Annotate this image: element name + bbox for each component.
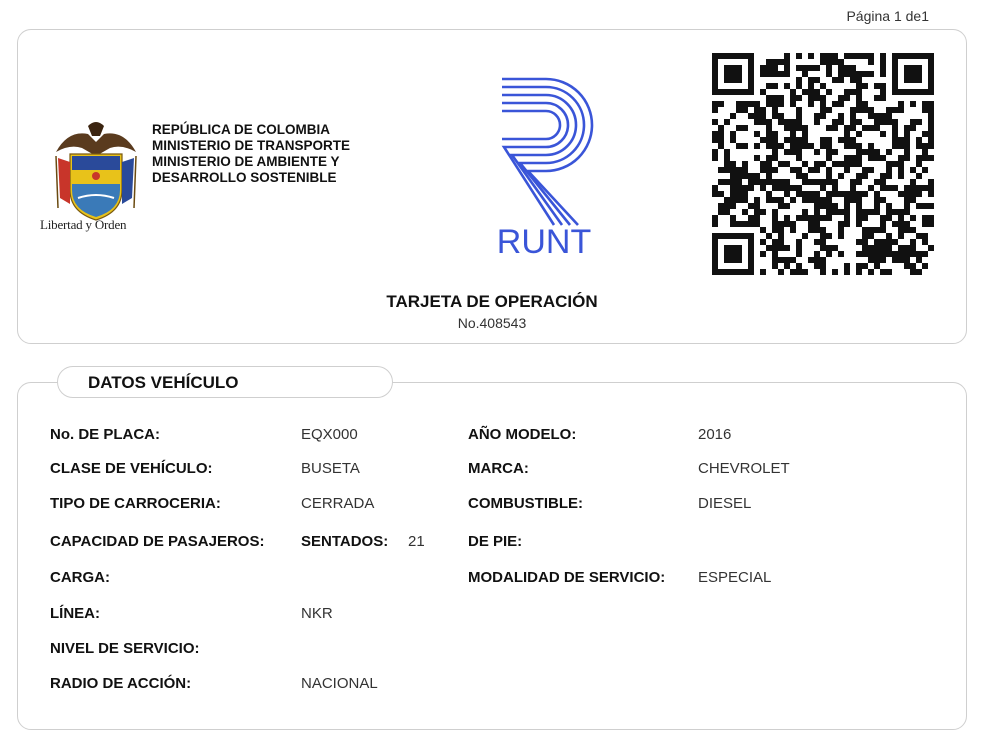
runt-wordmark: RUNT (496, 223, 592, 255)
seated-value: 21 (408, 533, 425, 550)
seated-label: SENTADOS: (301, 533, 389, 550)
card-number: No.408543 (457, 315, 527, 331)
fuel-value: DIESEL (698, 495, 752, 512)
action-radius-value: NACIONAL (301, 675, 378, 692)
cargo-label: CARGA: (50, 569, 110, 586)
model-year-label: AÑO MODELO: (468, 426, 577, 443)
page-indicator: Página 1 de1 (846, 8, 929, 24)
standing-label: DE PIE: (468, 533, 523, 550)
qr-code-icon (712, 52, 934, 276)
class-value: BUSETA (301, 460, 360, 477)
service-mode-value: ESPECIAL (698, 569, 772, 586)
section-title: DATOS VEHÍCULO (88, 373, 239, 392)
body-type-label: TIPO DE CARROCERIA: (50, 495, 221, 512)
brand-label: MARCA: (468, 460, 529, 477)
brand-value: CHEVROLET (698, 460, 790, 477)
vehicle-data-card (17, 382, 967, 730)
action-radius-label: RADIO DE ACCIÓN: (50, 675, 192, 692)
card-title: TARJETA DE OPERACIÓN (386, 292, 598, 311)
plate-label: No. DE PLACA: (50, 426, 160, 443)
ministry-block (152, 122, 350, 186)
capacity-label: CAPACIDAD DE PASAJEROS: (50, 533, 265, 550)
line-label: LÍNEA: (50, 605, 100, 622)
fuel-label: COMBUSTIBLE: (468, 495, 583, 512)
ministry-line: DESARROLLO SOSTENIBLE (152, 170, 337, 185)
section-tab (57, 366, 393, 398)
plate-value: EQX000 (301, 426, 358, 443)
crest-caption: Libertad y Orden (40, 217, 127, 232)
ministry-line: MINISTERIO DE TRANSPORTE (152, 138, 351, 153)
qr-modules (712, 53, 934, 275)
service-mode-label: MODALIDAD DE SERVICIO: (468, 569, 666, 586)
ministry-line: REPÚBLICA DE COLOMBIA (152, 122, 330, 137)
colombia-crest-icon (48, 112, 144, 232)
model-year-value: 2016 (698, 426, 732, 443)
line-value: NKR (301, 605, 333, 622)
ministry-line: MINISTERIO DE AMBIENTE Y (152, 154, 340, 169)
runt-logo-icon (488, 75, 600, 255)
header-card (17, 29, 967, 344)
class-label: CLASE DE VEHÍCULO: (50, 460, 213, 477)
service-level-label: NIVEL DE SERVICIO: (50, 640, 200, 657)
body-type-value: CERRADA (301, 495, 375, 512)
